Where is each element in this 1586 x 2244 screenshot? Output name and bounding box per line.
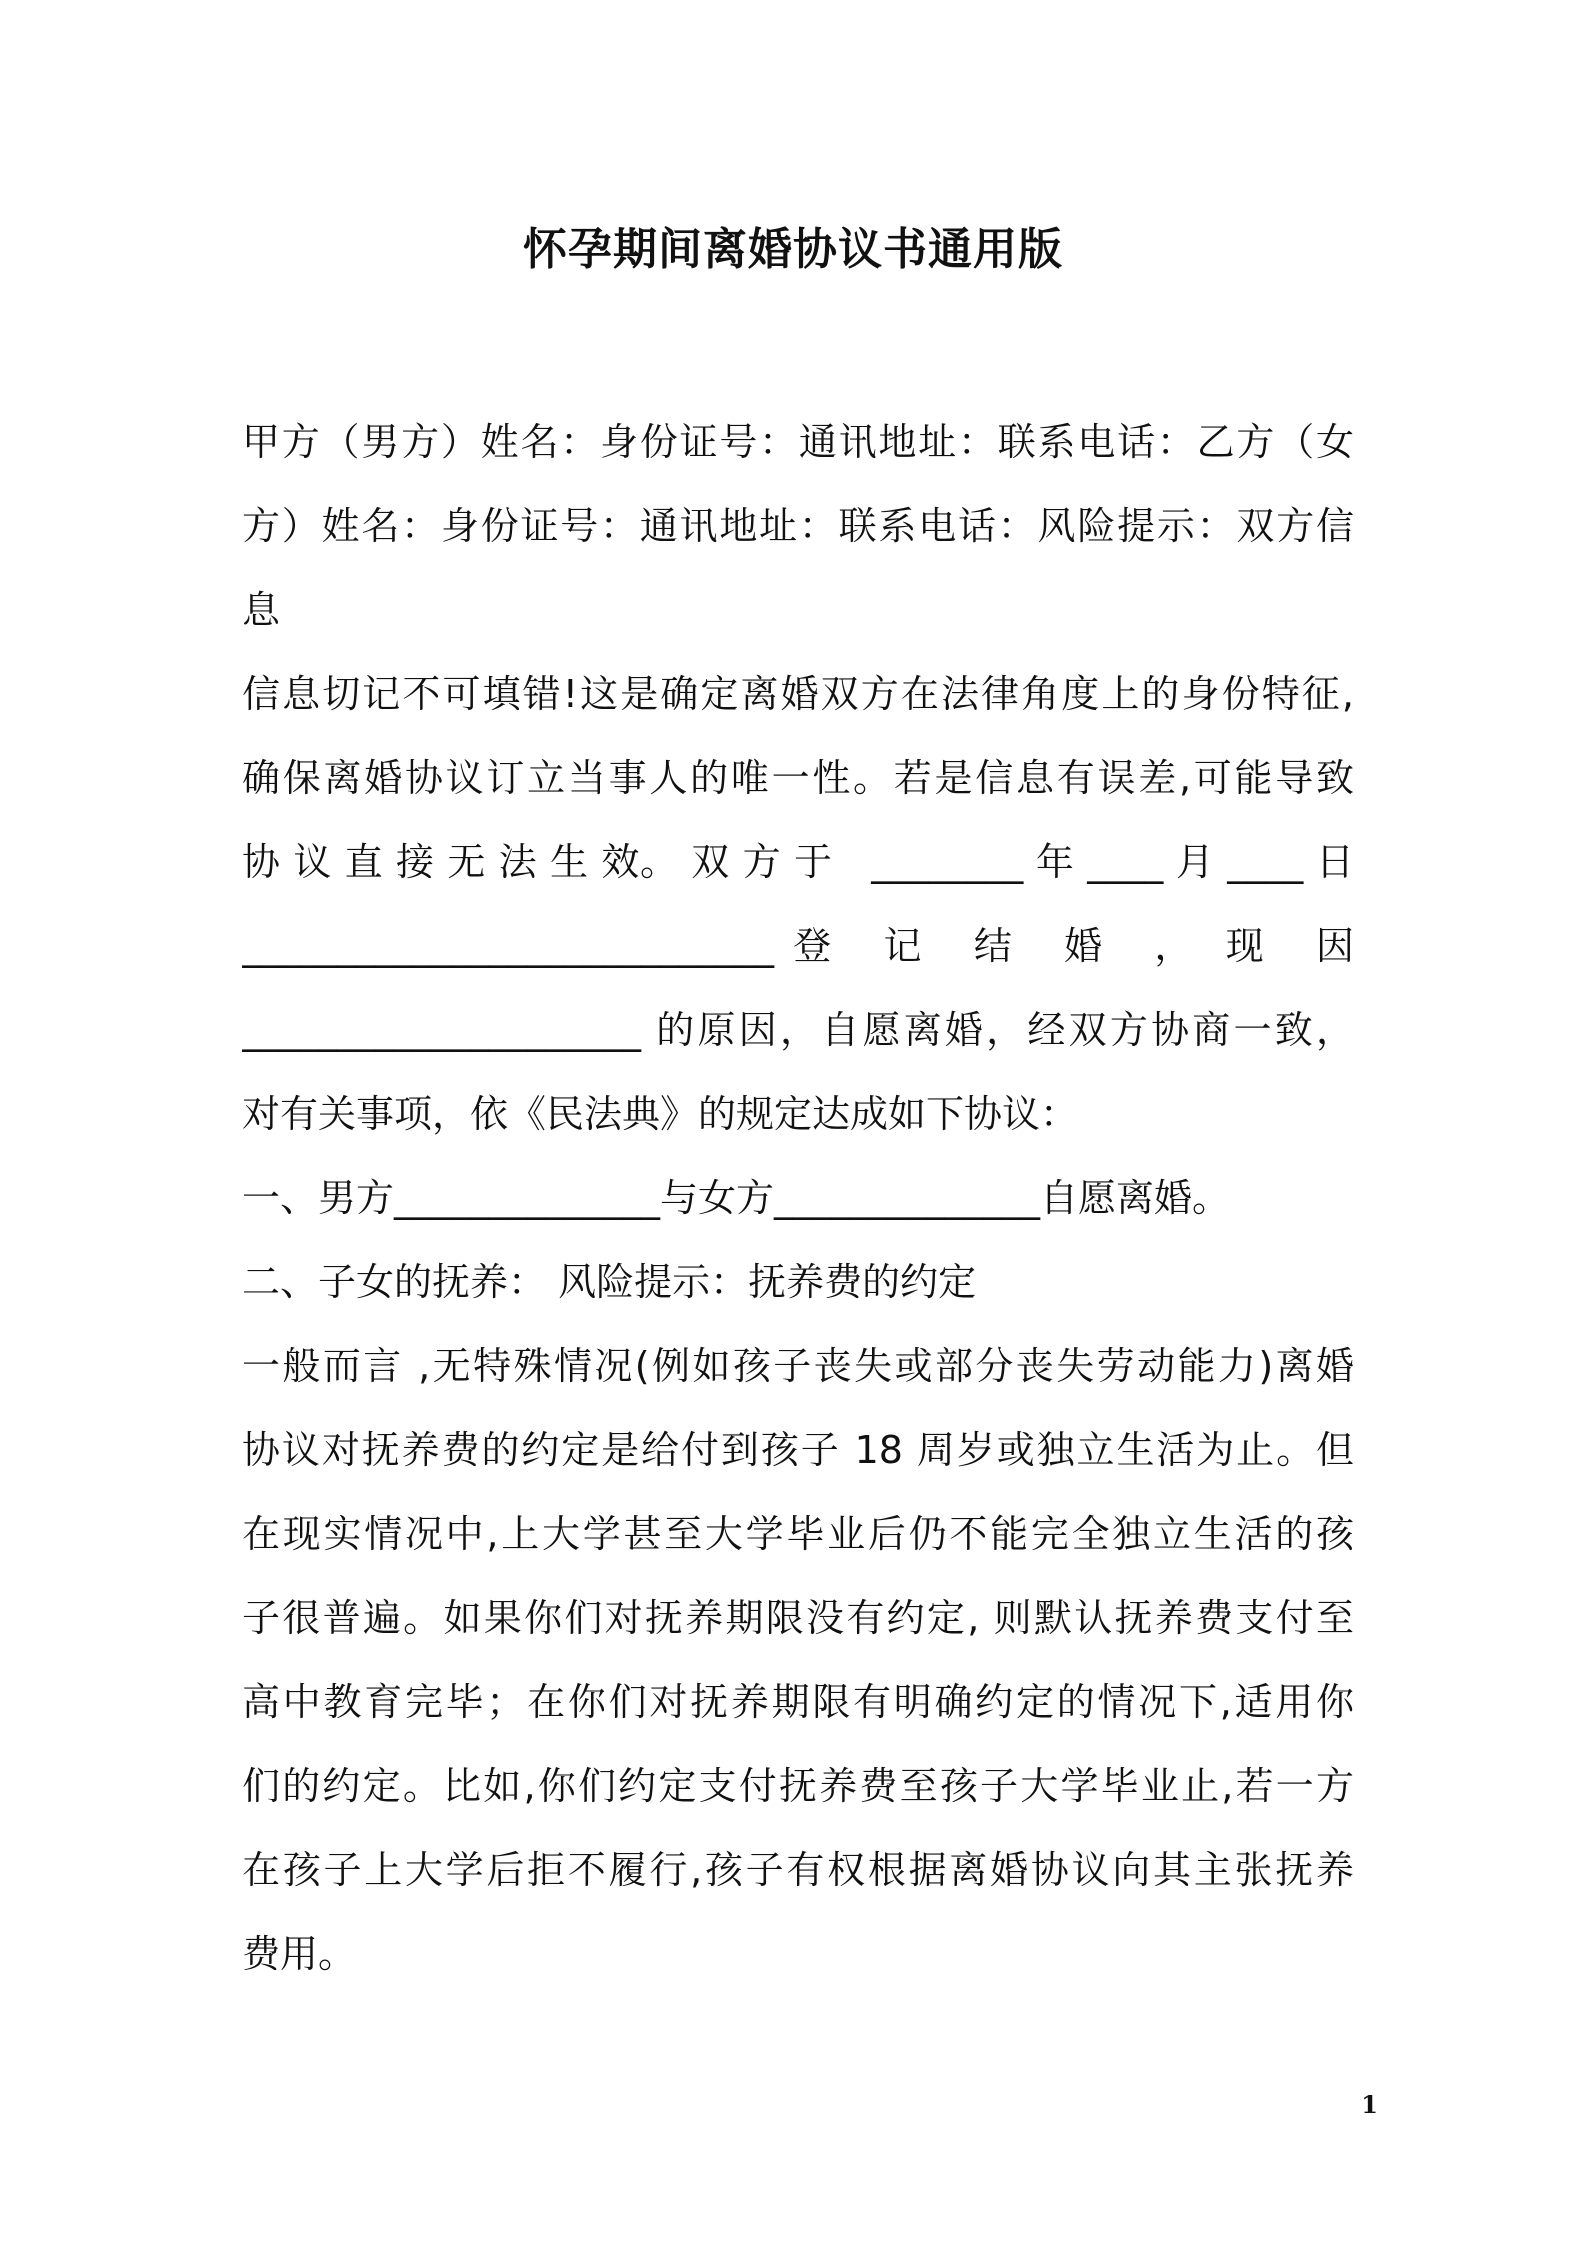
- text-line: 确保离婚协议订立当事人的唯一性。若是信息有误差,可能导致: [242, 756, 1354, 800]
- document-title: 怀孕期间离婚协议书通用版: [523, 224, 1063, 275]
- text-line: _____________________ 的原因，自愿离婚，经双方协商一致，: [242, 1008, 1354, 1052]
- document-body: [242, 400, 1354, 1996]
- text-line: 二、子女的抚养： 风险提示：抚养费的约定: [242, 1260, 977, 1304]
- text-line: 一般而言 ,无特殊情况(例如孩子丧失或部分丧失劳动能力)离婚: [242, 1344, 1354, 1388]
- text-line: 在孩子上大学后拒不履行,孩子有权根据离婚协议向其主张抚养: [242, 1848, 1354, 1892]
- text-line: 子很普遍。如果你们对抚养期限没有约定, 则默认抚养费支付至: [242, 1596, 1354, 1640]
- text-line: 一、男方______________与女方______________自愿离婚。: [242, 1176, 1231, 1220]
- text-line: 费用。: [242, 1932, 357, 1976]
- text-line: 甲方（男方）姓名：身份证号：通讯地址：联系电话：乙方（女: [242, 420, 1354, 464]
- parties-info-paragraph: [242, 400, 1354, 652]
- text-line: 方）姓名：身份证号：通讯地址：联系电话：风险提示：双方信: [242, 504, 1354, 548]
- text-line: 在现实情况中,上大学甚至大学毕业后仍不能完全独立生活的孩: [242, 1512, 1354, 1556]
- text-line: 信息切记不可填错!这是确定离婚双方在法律角度上的身份特征,: [242, 672, 1354, 716]
- child-support-paragraph: [242, 1324, 1354, 1996]
- text-line: 对有关事项，依《民法典》的规定达成如下协议：: [242, 1092, 1079, 1136]
- page-number: 1: [1361, 2090, 1378, 2119]
- clause-one: [242, 1156, 1354, 1240]
- text-line: ____________________________ 登 记 结 婚 ， 现 因: [242, 924, 1354, 968]
- text-line: 息: [242, 588, 281, 632]
- text-line: 协 议 直 接 无 法 生 效。 双 方 于 ________ 年 ____ 月 ____ 日: [242, 840, 1354, 884]
- text-line: 协议对抚养费的约定是给付到孩子 18 周岁或独立生活为止。但: [242, 1428, 1354, 1472]
- text-line: 们的约定。比如,你们约定支付抚养费至孩子大学毕业止,若一方: [242, 1764, 1354, 1808]
- text-line: 高中教育完毕；在你们对抚养期限有明确约定的情况下,适用你: [242, 1680, 1354, 1724]
- clause-two-heading: [242, 1240, 1354, 1324]
- marriage-info-paragraph: [242, 652, 1354, 1156]
